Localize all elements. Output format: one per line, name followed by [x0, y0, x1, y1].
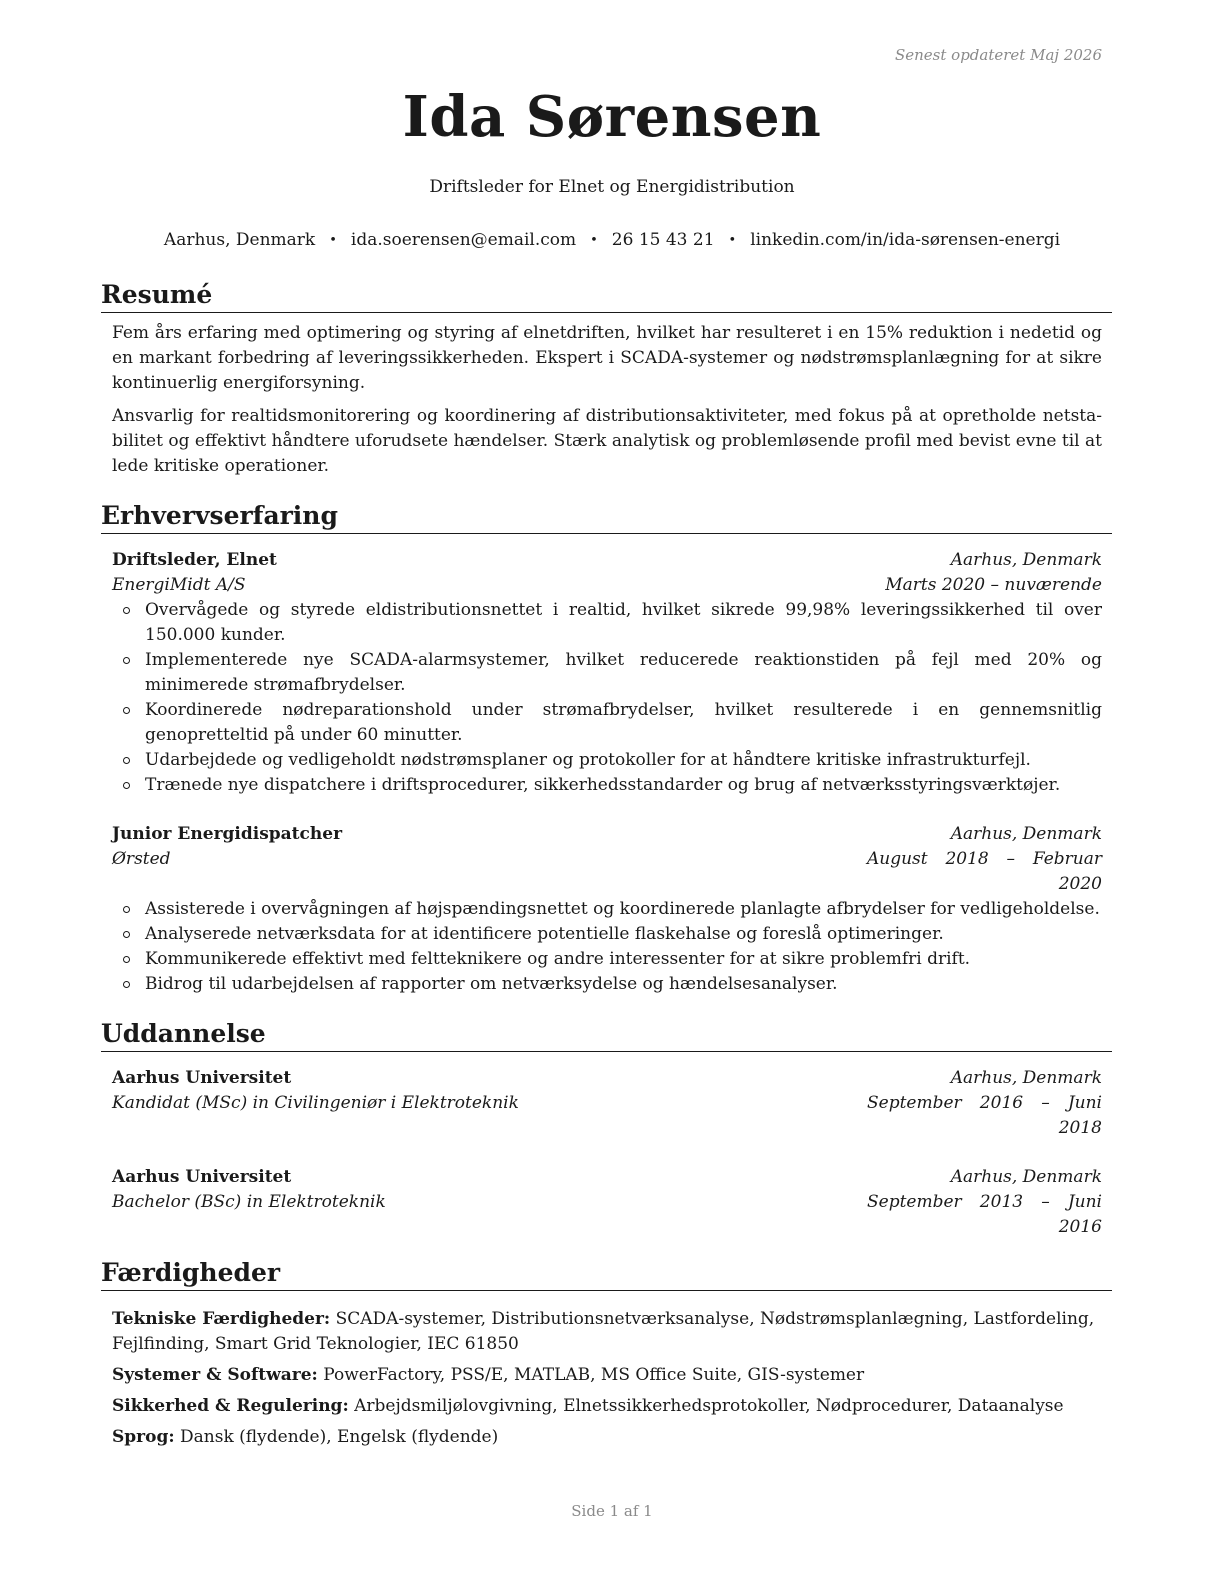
- education-dates: September 2013 – Juni 2016: [867, 1192, 1102, 1237]
- contact-linkedin[interactable]: linkedin.com/in/ida-sørensen-energi: [750, 230, 1061, 250]
- education-entry: [112, 1066, 1102, 1141]
- summary-paragraph: Ansvarlig for realtidsmonitorering og koordinering af distributionsaktiviteter, med fokus på at opretholde netsta-bilitet og effektivt håndtere uforudsete hændelser. Stærk analytisk og problemløsende profil med bevist evne til at lede kritiske operationer.: [112, 406, 1102, 476]
- circle-bullet-icon: [123, 607, 130, 614]
- school-location: Aarhus, Denmark: [950, 1068, 1102, 1088]
- education-entry: [112, 1165, 1102, 1240]
- bullet-separator: •: [728, 233, 737, 248]
- circle-bullet-icon: [123, 707, 130, 714]
- job-entry: [112, 548, 1102, 798]
- degree-name: Kandidat (MSc) in Civilingeniør i Elektroteknik: [112, 1093, 519, 1113]
- skill-value: SCADA-systemer, Distributionsnetværksanalyse, Nødstrømsplanlægning, Lastfordeling, Fejlfinding, Smart Grid Teknologier, IEC 61850: [112, 1309, 1095, 1354]
- circle-bullet-icon: [123, 657, 130, 664]
- job-bullets: [112, 897, 1102, 997]
- contact-phone: 26 15 43 21: [611, 230, 715, 250]
- section-title: Resumé: [101, 280, 1112, 313]
- summary-paragraph: Fem års erfaring med optimering og styring af elnetdriften, hvilket har resulteret i en 15% reduktion i nedetid og en markant forbedring af leveringssikkerheden. Ekspert i SCADA-systemer og nødstrømsplanlægning for at sikre kontinuerlig energiforsyning.: [112, 323, 1102, 393]
- degree-name: Bachelor (BSc) in Elektroteknik: [112, 1192, 386, 1212]
- section-title: Erhvervserfaring: [101, 501, 1112, 534]
- job-role: Driftsleder, Elnet: [112, 550, 277, 570]
- school-name: Aarhus Universitet: [112, 1068, 292, 1088]
- job-title: Driftsleder for Elnet og Energidistribution: [429, 177, 795, 197]
- section-title: Færdigheder: [101, 1258, 1112, 1291]
- last-updated: Senest opdateret Maj 2026: [894, 46, 1102, 64]
- skill-value: Arbejdsmiljølovgivning, Elnetssikkerhedsprotokoller, Nødprocedurer, Dataanalyse: [354, 1396, 1064, 1416]
- skill-label: Sprog:: [112, 1427, 175, 1447]
- contact-line: [0, 230, 1224, 250]
- job-location: Aarhus, Denmark: [950, 550, 1102, 570]
- job-dates: August 2018 – Februar 2020: [867, 849, 1102, 894]
- skill-value: PowerFactory, PSS/E, MATLAB, MS Office Suite, GIS-systemer: [323, 1365, 865, 1385]
- skill-group: [112, 1307, 1102, 1357]
- list-item: Overvågede og styrede eldistributionsnettet i realtid, hvilket sikrede 99,98% leveringssikkerhed til over 150.000 kunder.: [112, 598, 1102, 648]
- list-item: Implementerede nye SCADA-alarmsystemer, hvilket reducerede reaktionstiden på fejl med 20% og minimerede strømafbrydelser.: [112, 648, 1102, 698]
- summary-section: [101, 280, 1112, 479]
- job-company: EnergiMidt A/S: [112, 575, 246, 595]
- skill-label: Sikkerhed & Regulering:: [112, 1396, 349, 1416]
- experience-section: [101, 501, 1112, 997]
- skill-group: [112, 1363, 1102, 1388]
- skill-group: [112, 1425, 1102, 1450]
- skill-group: [112, 1394, 1102, 1419]
- circle-bullet-icon: [123, 956, 130, 963]
- circle-bullet-icon: [123, 906, 130, 913]
- circle-bullet-icon: [123, 757, 130, 764]
- bullet-separator: •: [329, 233, 337, 248]
- list-item: Koordinerede nødreparationshold under strømafbrydelser, hvilket resulterede i en gennemsnitlig genopretteltid på under 60 minutter.: [112, 698, 1102, 748]
- school-location: Aarhus, Denmark: [950, 1167, 1102, 1187]
- school-name: Aarhus Universitet: [112, 1167, 292, 1187]
- circle-bullet-icon: [123, 782, 130, 789]
- list-item: Analyserede netværksdata for at identificere potentielle flaskehalse og foreslå optimeringer.: [112, 922, 1102, 947]
- contact-email[interactable]: ida.soerensen@email.com: [350, 230, 577, 250]
- list-item: Bidrog til udarbejdelsen af rapporter om netværksydelse og hændelsesanalyser.: [112, 972, 1102, 997]
- skill-value: Dansk (flydende), Engelsk (flydende): [180, 1427, 499, 1447]
- circle-bullet-icon: [123, 931, 130, 938]
- circle-bullet-icon: [123, 981, 130, 988]
- skills-section: [101, 1258, 1112, 1450]
- list-item: Assisterede i overvågningen af højspændingsnettet og koordinerede planlagte afbrydelser for vedligeholdelse.: [112, 897, 1102, 922]
- list-item: Trænede nye dispatchere i driftsprocedurer, sikkerhedsstandarder og brug af netværksstyringsværktøjer.: [112, 773, 1102, 798]
- contact-location: Aarhus, Denmark: [163, 230, 316, 250]
- bullet-separator: •: [590, 233, 598, 248]
- page-number: Side 1 af 1: [571, 1502, 653, 1520]
- job-company: Ørsted: [112, 849, 171, 869]
- skill-label: Systemer & Software:: [112, 1365, 318, 1385]
- job-role: Junior Energidispatcher: [112, 824, 343, 844]
- candidate-name: Ida Sørensen: [402, 84, 822, 150]
- list-item: Kommunikerede effektivt med feltteknikere og andre interessenter for at sikre problemfri drift.: [112, 947, 1102, 972]
- education-dates: September 2016 – Juni 2018: [867, 1093, 1102, 1138]
- education-section: [101, 1019, 1112, 1240]
- job-dates: Marts 2020 – nuværende: [885, 575, 1102, 595]
- skill-label: Tekniske Færdigheder:: [112, 1309, 331, 1329]
- job-bullets: [112, 598, 1102, 798]
- section-title: Uddannelse: [101, 1019, 1112, 1052]
- job-location: Aarhus, Denmark: [950, 824, 1102, 844]
- list-item: Udarbejdede og vedligeholdt nødstrømsplaner og protokoller for at håndtere kritiske infrastrukturfejl.: [112, 748, 1102, 773]
- job-entry: [112, 822, 1102, 997]
